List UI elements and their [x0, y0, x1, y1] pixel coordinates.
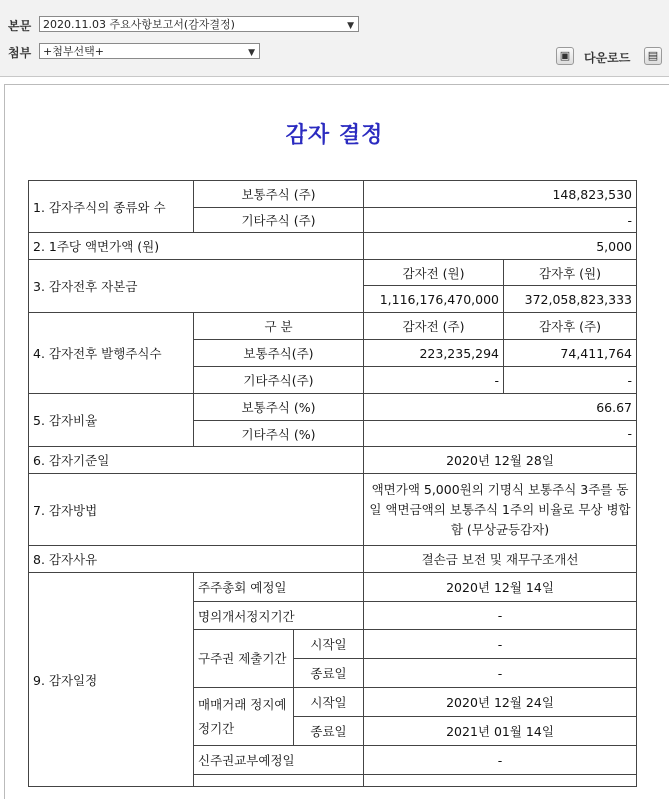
row9-old-share-start-value: - [364, 630, 637, 659]
row1-other-value: - [364, 208, 637, 233]
row4-common-sub: 보통주식(주) [194, 340, 364, 367]
row1-other-sub: 기타주식 (주) [194, 208, 364, 233]
row4-before-header: 감자전 (주) [364, 313, 504, 340]
row9-continued-sub [194, 775, 364, 787]
row4-header-sub: 구 분 [194, 313, 364, 340]
row2-label: 2. 1주당 액면가액 (원) [29, 233, 364, 260]
row7-value: 액면가액 5,000원의 기명식 보통주식 3주를 동일 액면금액의 보통주식 1주의 비율로 무상 병합함 (무상균등감자) [364, 474, 637, 546]
row4-label: 4. 감자전후 발행주식수 [29, 313, 194, 394]
row9-meeting-sub: 주주총회 예정일 [194, 573, 364, 602]
row5-other-value: - [364, 421, 637, 447]
row9-old-share-end-value: - [364, 659, 637, 688]
row8-value: 결손금 보전 및 재무구조개선 [364, 546, 637, 573]
row6-label: 6. 감자기준일 [29, 447, 364, 474]
row4-common-before: 223,235,294 [364, 340, 504, 367]
attach-label: 첨부 [8, 46, 32, 60]
row9-trading-halt-start-sub: 시작일 [294, 688, 364, 717]
row9-transfer-suspension-value: - [364, 602, 637, 630]
row9-transfer-suspension-sub: 명의개서정지기간 [194, 602, 364, 630]
row1-common-value: 148,823,530 [364, 181, 637, 208]
attachment-select[interactable] [39, 43, 260, 59]
row4-after-header: 감자후 (주) [504, 313, 637, 340]
row6-value: 2020년 12월 28일 [364, 447, 637, 474]
attachment-select-value: +첨부선택+ [43, 45, 104, 58]
row5-label: 5. 감자비율 [29, 394, 194, 447]
row9-trading-halt-end-value: 2021년 01월 14일 [364, 717, 637, 746]
chevron-down-icon: ▼ [347, 21, 354, 31]
row4-other-sub: 기타주식(주) [194, 367, 364, 394]
row3-after-header: 감자후 (원) [504, 260, 637, 286]
row3-before-value: 1,116,176,470,000 [364, 286, 504, 313]
row5-common-value: 66.67 [364, 394, 637, 421]
row3-label: 3. 감자전후 자본금 [29, 260, 364, 313]
row9-new-share-value: - [364, 746, 637, 775]
row9-continued-value [364, 775, 637, 787]
main-document-select[interactable] [39, 16, 359, 32]
row9-trading-halt-end-sub: 종료일 [294, 717, 364, 746]
save-icon[interactable]: ▣ [556, 47, 574, 65]
row9-trading-halt-group: 매매거래 정지예정기간 [194, 688, 294, 746]
row5-other-sub: 기타주식 (%) [194, 421, 364, 447]
print-icon[interactable]: ▤ [644, 47, 662, 65]
capital-reduction-table [28, 180, 637, 787]
document-title: 감자 결정 [285, 122, 384, 148]
row8-label: 8. 감자사유 [29, 546, 364, 573]
row4-common-after: 74,411,764 [504, 340, 637, 367]
row9-new-share-sub: 신주권교부예정일 [194, 746, 364, 775]
row7-label: 7. 감자방법 [29, 474, 364, 546]
row4-other-before: - [364, 367, 504, 394]
row9-trading-halt-start-value: 2020년 12월 24일 [364, 688, 637, 717]
row3-before-header: 감자전 (원) [364, 260, 504, 286]
row3-after-value: 372,058,823,333 [504, 286, 637, 313]
row1-label: 1. 감자주식의 종류와 수 [29, 181, 194, 233]
row9-old-share-end-sub: 종료일 [294, 659, 364, 688]
row5-common-sub: 보통주식 (%) [194, 394, 364, 421]
row4-other-after: - [504, 367, 637, 394]
main-document-select-value: 2020.11.03 주요사항보고서(감자결정) [43, 18, 235, 31]
row9-label: 9. 감자일정 [29, 573, 194, 787]
chevron-down-icon: ▼ [248, 48, 255, 58]
download-button[interactable]: 다운로드 [584, 51, 631, 65]
row9-meeting-value: 2020년 12월 14일 [364, 573, 637, 602]
main-label: 본문 [8, 19, 32, 33]
row9-old-share-start-sub: 시작일 [294, 630, 364, 659]
viewer-toolbar [0, 0, 669, 77]
row1-common-sub: 보통주식 (주) [194, 181, 364, 208]
row9-old-share-group: 구주권 제출기간 [194, 630, 294, 688]
row2-value: 5,000 [364, 233, 637, 260]
